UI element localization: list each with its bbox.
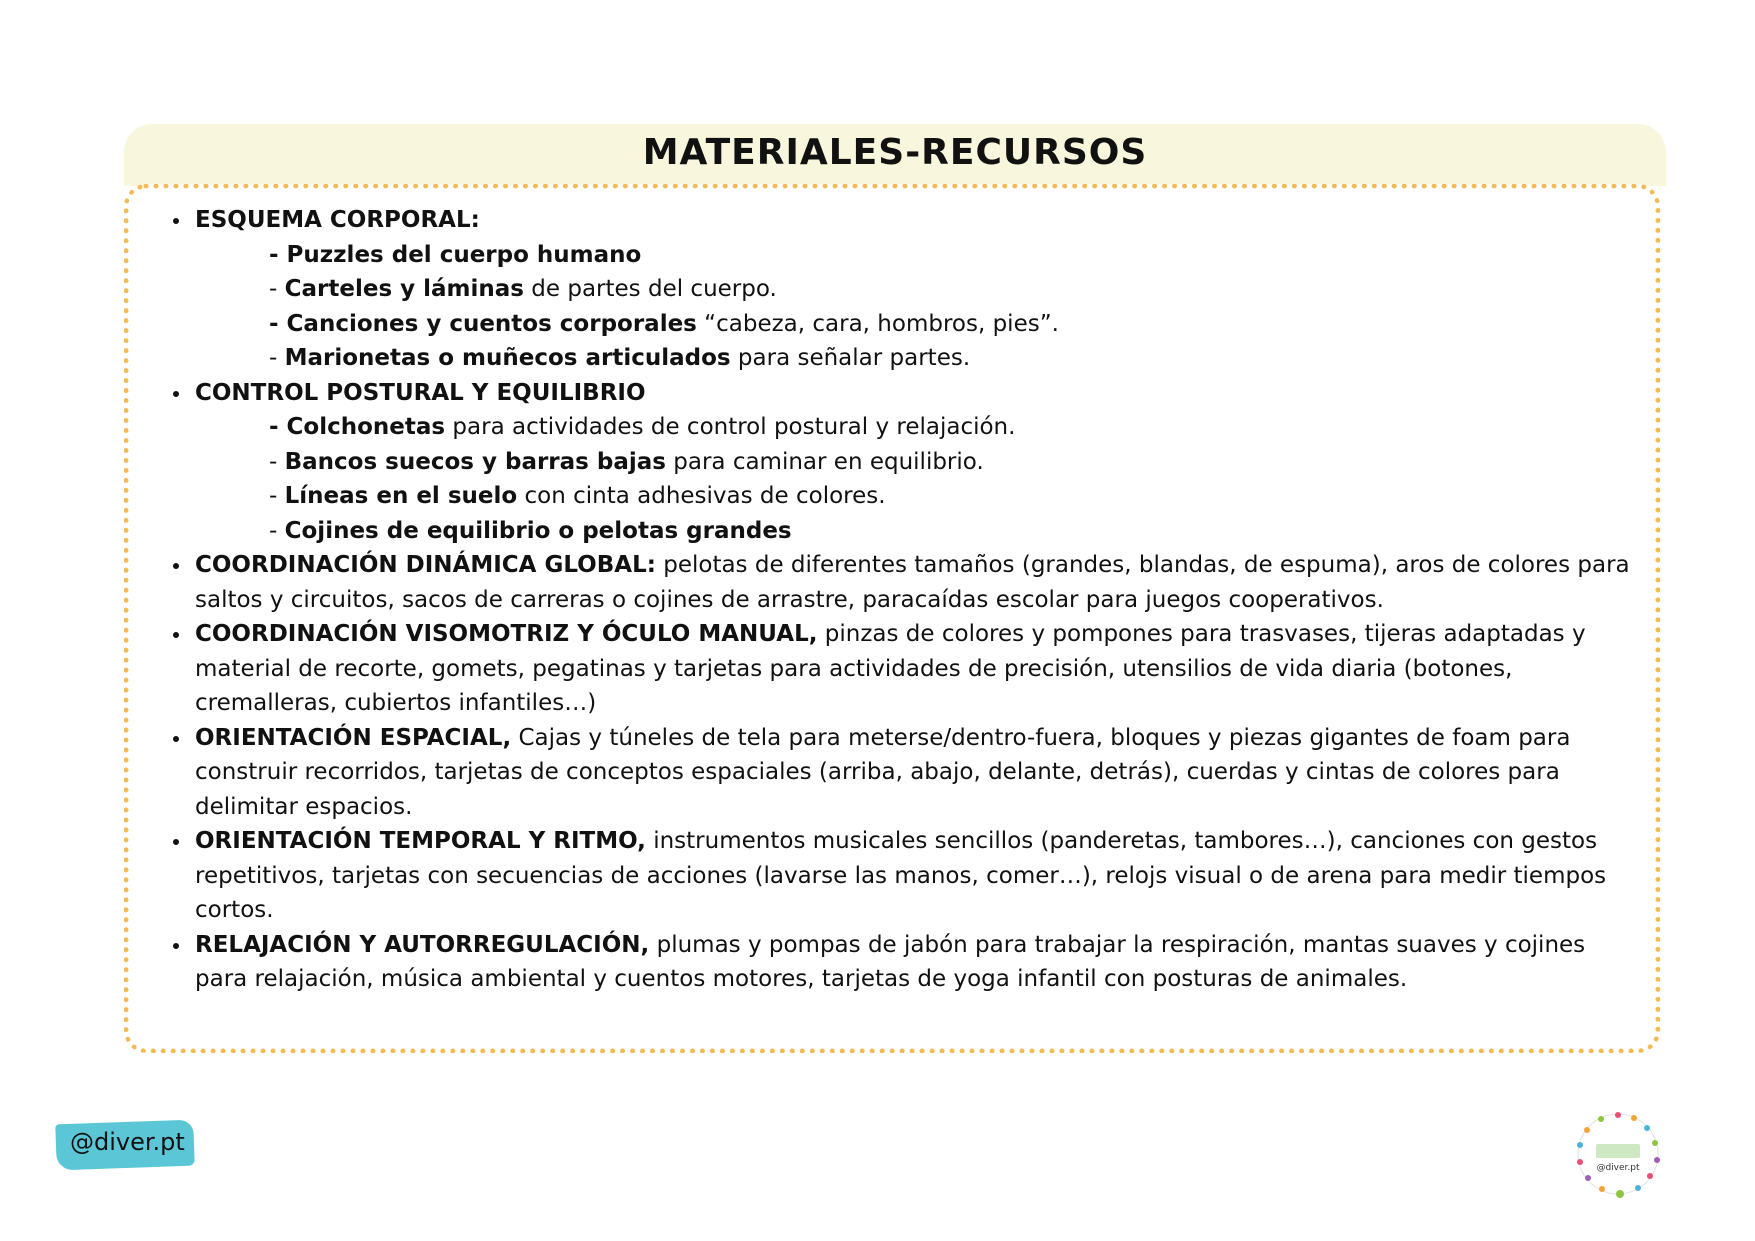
sub-item: - Líneas en el suelo con cinta adhesivas de colores. — [269, 483, 886, 509]
section-heading: COORDINACIÓN DINÁMICA GLOBAL: — [195, 552, 656, 578]
sub-item: - Canciones y cuentos corporales “cabeza, cara, hombros, pies”. — [269, 310, 1059, 337]
list-item-relajacion — [195, 928, 1635, 997]
materials-list — [195, 203, 1635, 997]
sub-item: - Cojines de equilibrio o pelotas grandes — [269, 517, 792, 544]
list-item-control-postural — [195, 376, 1635, 549]
sub-item: - Bancos suecos y barras bajas para caminar en equilibrio. — [269, 448, 984, 475]
section-text: instrumentos musicales sencillos (panderetas, tambores…), canciones con gestos repetitivos, tarjetas con secuencias de acciones (lavarse las manos, comer…), relojs visual o de arena para medir tiempos cortos. — [195, 828, 1607, 923]
section-heading: RELAJACIÓN Y AUTORREGULACIÓN, — [195, 931, 650, 958]
section-text: pinzas de colores y pompones para trasvases, tijeras adaptadas y material de recorte, gomets, pegatinas y tarjetas para actividades de precisión, utensilios de vida diaria (botones, cremalleras, cubiertos infantiles…) — [195, 621, 1586, 716]
section-text: pelotas de diferentes tamaños (grandes, blandas, de espuma), aros de colores para saltos y circuitos, sacos de carreras o cojines de arrastre, paracaídas escolar para juegos cooperativos. — [195, 552, 1630, 613]
section-heading: CONTROL POSTURAL Y EQUILIBRIO — [195, 379, 646, 406]
materials-content — [195, 203, 1635, 997]
section-heading: ORIENTACIÓN TEMPORAL Y RITMO, — [195, 828, 646, 854]
section-heading: COORDINACIÓN VISOMOTRIZ Y ÓCULO MANUAL, — [195, 621, 818, 647]
title-banner — [124, 124, 1666, 186]
handle-text: @diver.pt — [70, 1128, 185, 1156]
list-item-esquema-corporal — [195, 203, 1635, 376]
sub-item: - Carteles y láminas de partes del cuerpo. — [269, 276, 777, 302]
sub-item: - Puzzles del cuerpo humano — [269, 241, 642, 268]
brand-logo-icon — [1572, 1108, 1664, 1200]
materials-panel — [124, 184, 1660, 1053]
sub-item: - Colchonetas para actividades de control postural y relajación. — [269, 414, 1016, 440]
list-item-orientacion-espacial — [195, 721, 1635, 825]
list-item-coordinacion-visomotriz — [195, 617, 1635, 721]
page-title: MATERIALES-RECURSOS — [642, 132, 1148, 173]
section-text: Cajas y túneles de tela para meterse/dentro-fuera, bloques y piezas gigantes de foam para construir recorridos, tarjetas de conceptos espaciales (arriba, abajo, delante, detrás), cuerdas y cintas de colores para delimitar espacios. — [195, 724, 1571, 820]
list-item-coordinacion-dinamica — [195, 548, 1635, 617]
section-text: plumas y pompas de jabón para trabajar la respiración, mantas suaves y cojines para relajación, música ambiental y cuentos motores, tarjetas de yoga infantil con posturas de animales. — [195, 931, 1586, 992]
logo-text: @diver.pt — [1596, 1163, 1640, 1173]
section-heading: ORIENTACIÓN ESPACIAL, — [195, 724, 512, 751]
sub-item: - Marionetas o muñecos articulados para señalar partes. — [269, 345, 971, 371]
section-heading: ESQUEMA CORPORAL: — [195, 207, 480, 233]
list-item-orientacion-temporal — [195, 824, 1635, 928]
